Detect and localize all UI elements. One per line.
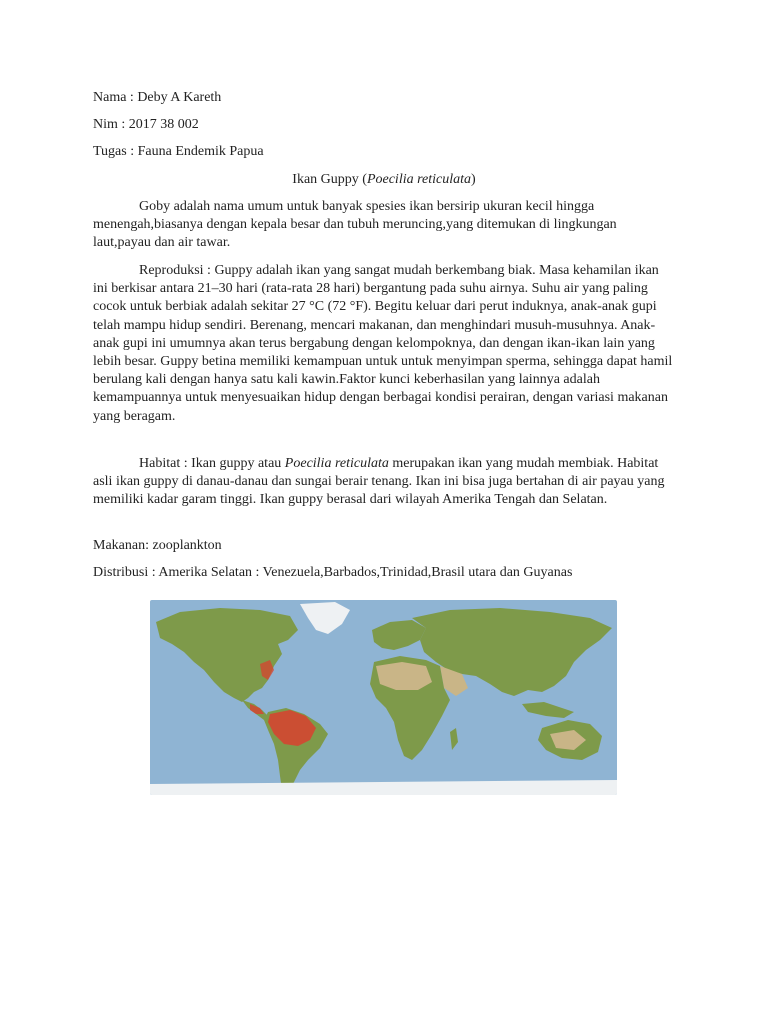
habitat-paragraph	[93, 455, 675, 510]
document-title	[0, 171, 768, 189]
nim-line: Nim : 2017 38 002	[93, 117, 199, 132]
habitat-scientific-name: Poecilia reticulata	[284, 456, 389, 471]
nama-line: Nama : Deby A Kareth	[93, 90, 222, 105]
habitat-text-end: merupakan ikan yang mudah membiak. Habitat asli ikan guppy di danau-danau dan sungai berair tenang. Ikan ini bisa juga bertahan di air payau yang memiliki kadar garam tinggi. Ikan guppy berasal dari wilayah Amerika Tengah dan Selatan.	[93, 456, 665, 508]
tugas-line: Tugas : Fauna Endemik Papua	[93, 144, 264, 159]
title-common-name: Ikan Guppy (	[292, 172, 367, 187]
reproduksi-paragraph: Reproduksi : Guppy adalah ikan yang sangat mudah berkembang biak. Masa kehamilan ikan ini berkisar antara 21–30 hari (rata-rata 28 hari) bergantung pada suhu airnya. Suhu air yang paling cocok untuk berbiak adalah sekitar 27 °C (72 °F). Begitu keluar dari perut induknya, anak-anak gupi telah mampu hidup sendiri. Berenang, mencari makanan, dan menghindari musuh-musuhnya. Anak-anak gupi ini umumnya akan terus bergabung dengan kelompoknya, dan dengan ikan-ikan lain yang lebih besar. Guppy betina memiliki kemampuan untuk untuk menyimpan sperma, sehingga dapat hamil berulang kali dengan hanya satu kali kawin.Faktor kunci keberhasilan yang lainnya adalah kemampuannya untuk menyesuaikan hidup dengan berbagai kondisi perairan, dengan variasi makanan yang beragam.	[93, 263, 673, 424]
makanan-line: Makanan: zooplankton	[93, 538, 222, 553]
intro-paragraph: Goby adalah nama umum untuk banyak spesies ikan bersirip ukuran kecil hingga menengah,biasanya dengan kepala besar dan tubuh meruncing,yang ditemukan di lingkungan laut,payau dan air tawar.	[93, 199, 617, 251]
distribution-world-map	[150, 600, 617, 795]
distribusi-line: Distribusi : Amerika Selatan : Venezuela,Barbados,Trinidad,Brasil utara dan Guyanas	[93, 565, 573, 580]
habitat-text-start: Habitat : Ikan guppy atau	[139, 456, 285, 471]
title-scientific-name: Poecilia reticulata	[366, 172, 472, 187]
world-map-graphic	[150, 600, 617, 795]
title-close-paren: )	[471, 172, 476, 187]
